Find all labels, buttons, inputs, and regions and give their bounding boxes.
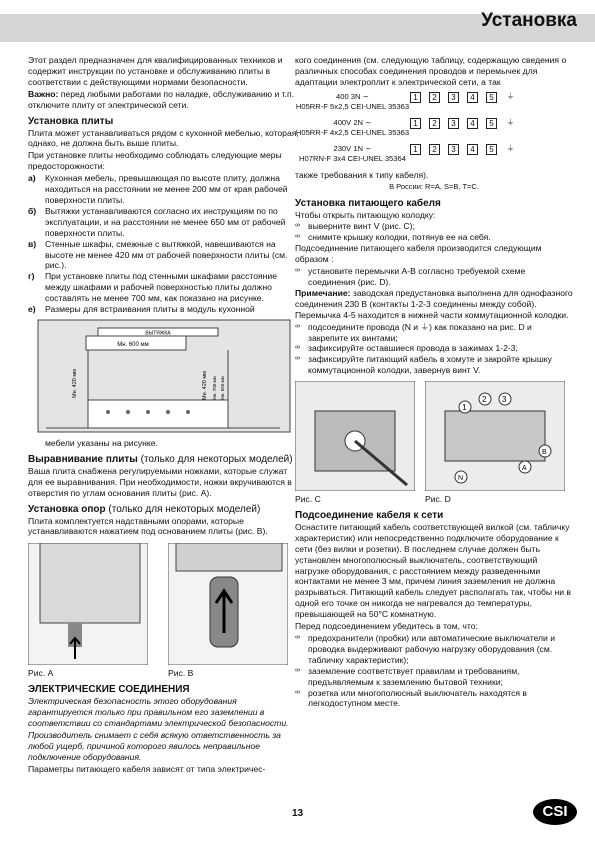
paragraph: Параметры питающего кабеля зависят от типа электричес- <box>28 763 266 774</box>
figure-b <box>168 543 288 665</box>
svg-text:1: 1 <box>462 403 467 413</box>
caption-a: Рис. A <box>28 668 54 679</box>
page-header <box>0 0 595 42</box>
page-title: Установка <box>481 10 577 31</box>
svg-text:B: B <box>542 449 547 457</box>
paragraph: Плита может устанавливаться рядом с кухонной мебелью, которая, однако, не должна быть выше плиты. <box>28 127 299 149</box>
figures-ab <box>28 543 300 679</box>
dim-420-left: Мн. 420 мм <box>72 368 78 398</box>
section-heading: Установка плиты <box>28 115 114 127</box>
hood-label: ВЫТЯЖКА <box>145 330 171 337</box>
russia-note: В России: R=A, S=B, T=C. <box>389 181 479 191</box>
list-item: в) Стенные шкафы, смежные с вытяжкой, навешиваются на высоте не менее 420 мм от рабочей поверхности плиты (см. рис.). <box>28 238 288 271</box>
paragraph: Плита комплектуется надставными опорами, которые устанавливаются нажатием под основанием плиты (рис. В). <box>28 515 268 537</box>
paragraph: При установке плиты необходимо соблюдать следующие меры предосторожности: <box>28 150 282 172</box>
caption-b: Рис. B <box>168 668 194 679</box>
paragraph: также требования к типу кабеля). <box>295 169 429 180</box>
caption-d: Рис. D <box>425 494 451 505</box>
paragraph: Перед подсоединением убедитесь в том, что: <box>295 621 478 632</box>
figure-a <box>28 543 148 665</box>
list-item: а) Кухонная мебель, превышающая по высоте плиту, должна находиться на расстоянии не менее 200 мм от края рабочей поверхности плиты. <box>28 173 288 205</box>
paragraph: Электрическая безопасность этого оборудования гарантируется только при правильном его заземлении в соответствии со стандартами электрической безопасности. <box>28 696 289 728</box>
paragraph: Ваша плита снабжена регулируемыми ножками, которые служат для ее выравнивания. При необходимости, ножки вкручиваются в отверстия по углам основания плиты (рис. А). <box>28 465 292 498</box>
section-heading: ЭЛЕКТРИЧЕСКИЕ СОЕДИНЕНИЯ <box>28 684 190 696</box>
svg-text:2: 2 <box>482 395 487 405</box>
left-column <box>28 55 300 776</box>
caption-c: Рис. C <box>295 494 321 505</box>
section-heading: Подсоединение кабеля к сети <box>295 509 444 521</box>
section-heading: Установка опор (только для некоторых моделей) <box>28 503 261 515</box>
installation-dimensions-figure <box>28 318 298 436</box>
paragraph: Чтобы открыть питающую колодку: <box>295 209 436 220</box>
list-item: ∞ установите перемычки A-B согласно требуемой схеме соединения (рис. D). <box>295 266 526 287</box>
list-item: ∞ снимите крышку колодки, потянув ее на себя. <box>295 232 491 243</box>
page-number: 13 <box>291 808 304 819</box>
svg-text:A: A <box>522 465 527 473</box>
list-item: ∞ заземление соответствует правилам и требованиям, предъявляемым к заземлению бытовой техники; <box>295 665 520 687</box>
dim-420-right: Мн. 420 мм <box>202 370 208 400</box>
figure-c <box>295 381 415 491</box>
width-label: Мн. 600 мм <box>117 341 149 348</box>
list-item: ∞ зафиксируйте оставшиеся провода в зажимах 1-2-3; <box>295 343 518 354</box>
figure-d <box>425 381 565 491</box>
wiring-diagram-3: 230V 1N ∼ H07RN-F 3x4 CEI-UNEL 35364 1 2 3 4 5 ⏚ <box>299 143 515 163</box>
svg-text:N: N <box>458 475 464 483</box>
list-item: ∞ выверните винт V (рис. C); <box>295 221 415 232</box>
dim-650: Мн. 650 мм <box>220 376 225 400</box>
list-item: ∞ зафиксируйте питающий кабель в хомуте и закройте крышку коммутационной колодки, завернув винт V. <box>295 354 552 376</box>
dim-700: Мн. 700 мм <box>212 376 217 400</box>
paragraph: кого соединения (см. следующую таблицу, содержащую сведения о различных способах соединения проводов и перемычек для адаптации электроплит к электрической сети, а так <box>295 55 567 87</box>
list-item: б) Вытяжки устанавливаются согласно их инструкциям по по эксплуатации, и на расстоянии не менее 650 мм от рабочей поверхности плиты. <box>28 205 286 238</box>
figures-cd <box>295 381 573 505</box>
wiring-diagram-1: 400 3N ∼ H05RR-F 5x2,5 CEI-UNEL 35363 1 2 3 4 5 ⏚ <box>295 91 515 111</box>
note: Примечание: заводская предустановка выполнена для однофазного соединения 230 В (контакты 1-2-3 соединены между собой). Перемычка 4-5 находится в нижней части коммутационной колодки. <box>295 287 573 320</box>
right-column <box>295 55 573 709</box>
csi-logo: CSI <box>533 799 577 825</box>
section-heading: Выравнивание плиты (только для некоторых моделей) <box>28 453 293 465</box>
list-item: ∞ предохранители (пробки) или автоматические выключатели и проводка выдерживают рабочую нагрузку оборудования (см. табличку характеристик); <box>295 633 556 665</box>
paragraph: Подсоединение питающего кабеля производится следующим образом : <box>295 243 542 265</box>
wiring-diagram-2: 400V 2N ∼ H05RR-F 4x2,5 CEI-UNEL 35363 1 2 3 4 5 ⏚ <box>295 117 515 137</box>
paragraph: Оснастите питающий кабель соответствующей вилкой (см. табличку характеристик) или непосредственно подключите оборудование к сети (без вилки и розетки). В последнем случае должен быть установлен многополюсный выключатель, соответствующий нагрузке оборудования, с расстоянием между разведенными контактами не менее 3 мм, причем линия заземления не должна разрываться. Питающий кабель следует располагать так, чтобы ни в одной его точке он никогда не нагревался до температуры, превышающей на 50°С комнатную. <box>295 521 571 620</box>
paragraph: мебели указаны на рисунке. <box>45 437 158 448</box>
intro-text: Этот раздел предназначен для квалифицированных техников и содержит инструкции по установке и обслуживанию плиты в соответствии с действующими нормами безопасности. <box>28 55 283 87</box>
list-item: ∞ розетка или многополюсный выключатель находятся в легкодоступном месте. <box>295 687 528 709</box>
paragraph: Производитель снимает с себя всякую ответственность за любой ущерб, причиной которого явилось неправильное подключение оборудования. <box>28 729 281 762</box>
list-item: е) Размеры для встраивания плиты в модуль кухонной <box>28 304 255 315</box>
list-item: ∞ подсоедините провода (N и ⏚) как показано на рис. D и закрепите их винтами; <box>295 321 532 343</box>
warning-text: Важно: перед любыми работами по наладке, обслуживанию и т.п. отключите плиту от электрической сети. <box>28 88 295 110</box>
svg-text:3: 3 <box>502 395 507 405</box>
section-heading: Установка питающего кабеля <box>295 197 441 209</box>
list-item: г) При установке плиты под стенными шкафами расстояние между шкафами и рабочей поверхностью плиты должно составлять не менее 700 мм, как показано на рисунке. <box>28 271 277 304</box>
